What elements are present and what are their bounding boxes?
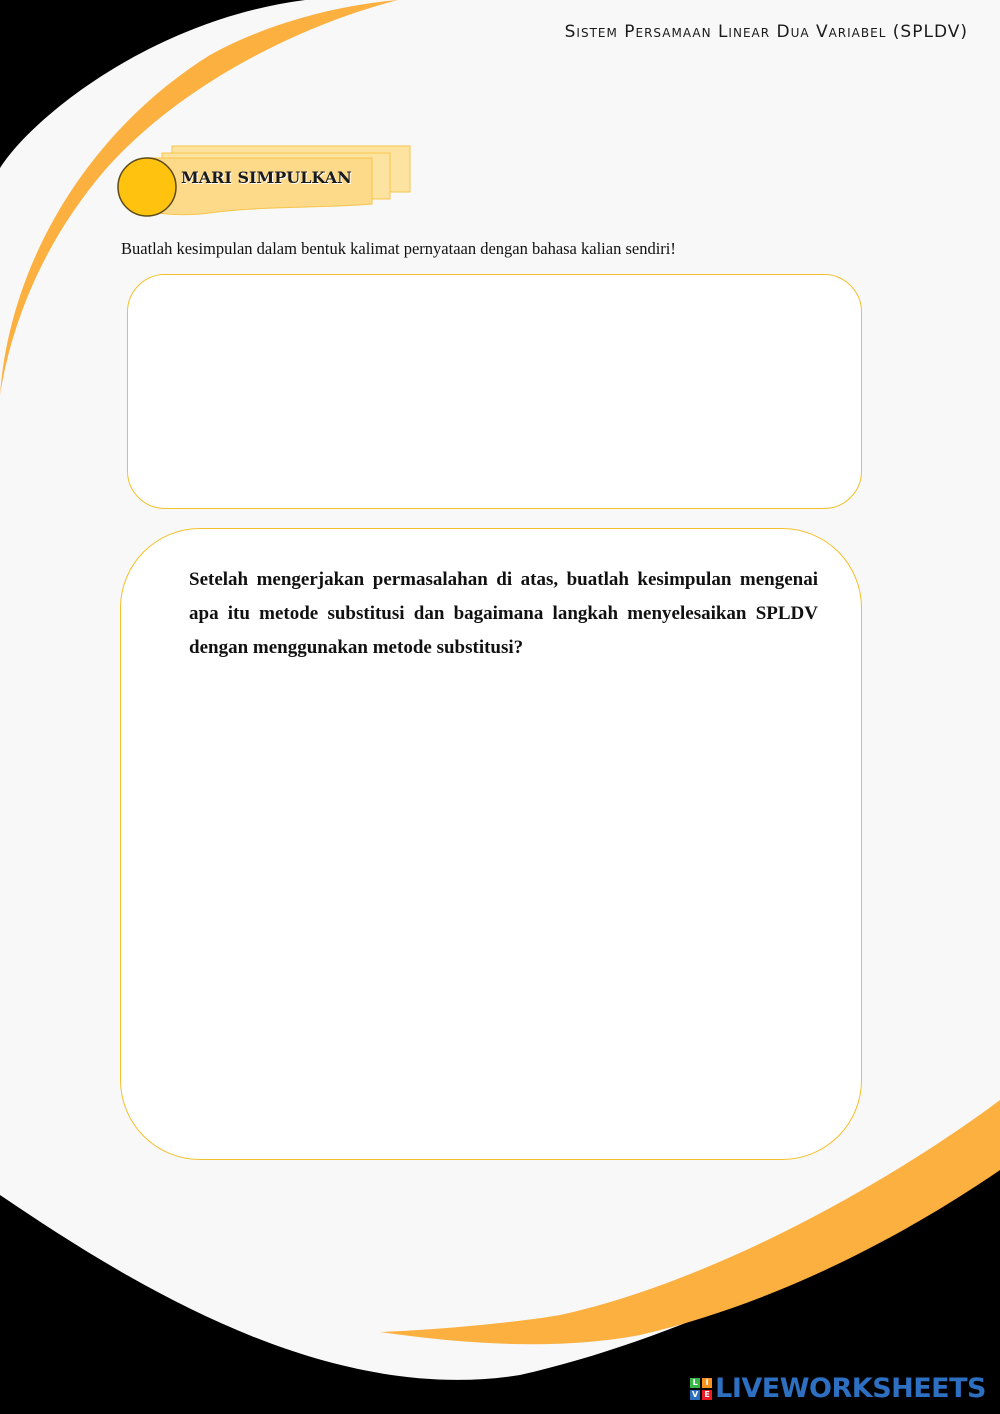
logo-letter: I (702, 1378, 712, 1388)
question-text: Setelah mengerjakan permasalahan di atas, buatlah kesimpulan mengenai apa itu metode substitusi dan bagaimana langkah menyelesaikan SPLDV dengan menggunakan metode substitusi? (189, 569, 818, 658)
conclusion-answer-box[interactable] (127, 274, 862, 509)
logo-wordmark: LIVEWORKSHEETS (715, 1373, 986, 1404)
instruction-text: Buatlah kesimpulan dalam bentuk kalimat pernyataan dengan bahasa kalian sendiri! (121, 239, 676, 258)
logo-live-grid-icon (690, 1378, 712, 1400)
liveworksheets-logo (690, 1373, 986, 1404)
section-banner (117, 142, 417, 222)
question-answer-box[interactable] (120, 528, 862, 1160)
page-header-title: Sistem Persamaan Linear Dua Variabel (SPLDV) (564, 22, 968, 42)
logo-letter: L (690, 1378, 700, 1388)
logo-letter: E (702, 1390, 712, 1400)
section-banner-label: MARI SIMPULKAN (181, 168, 352, 187)
logo-letter: V (692, 1389, 699, 1399)
